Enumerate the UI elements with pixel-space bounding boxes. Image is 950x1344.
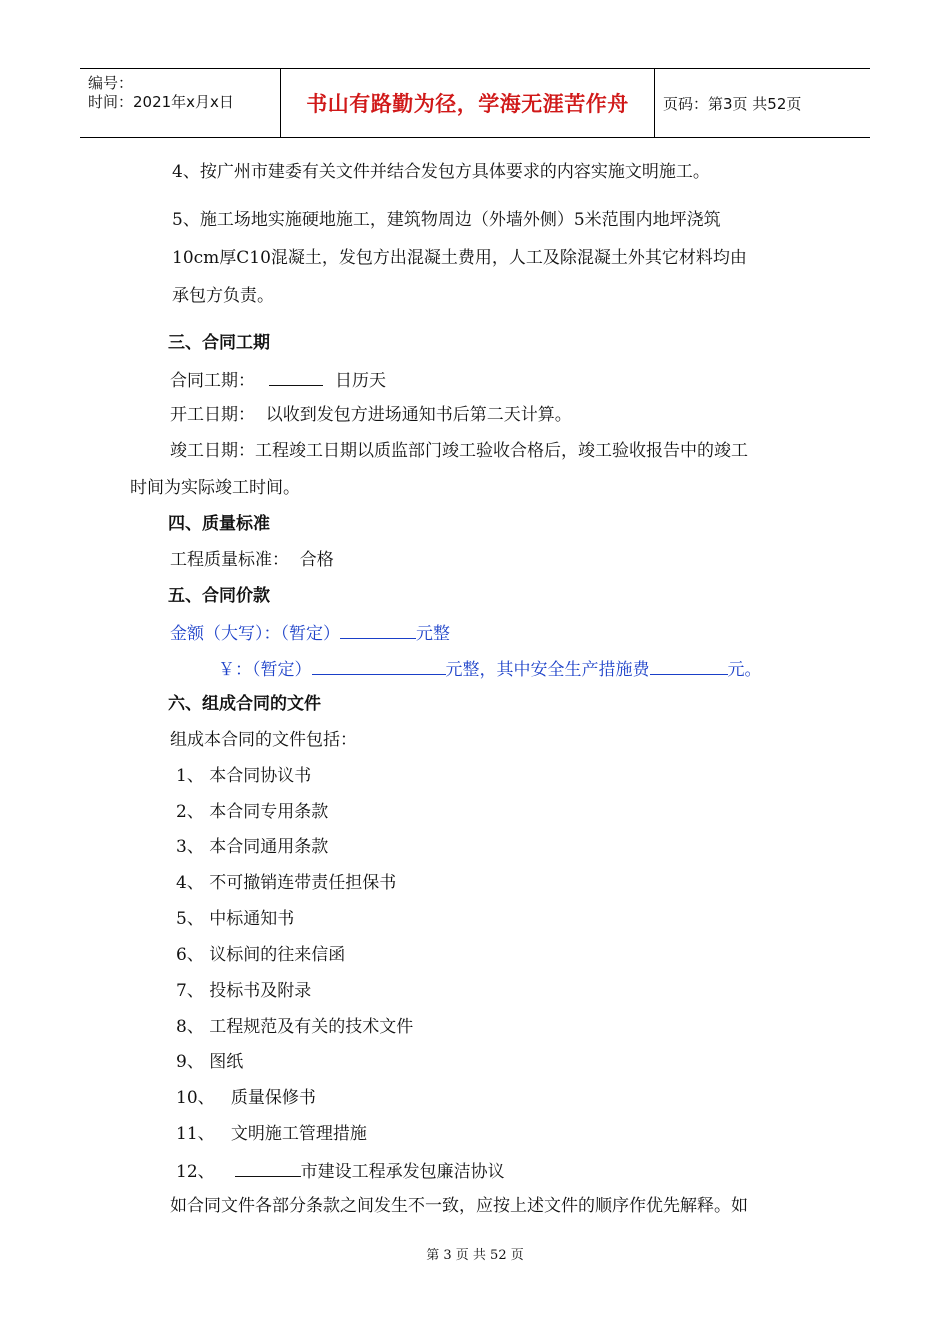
doc-item: 5、 中标通知书 (176, 909, 295, 929)
amount-capital-row (170, 621, 450, 645)
amount-number-unit: 元整，其中安全生产措施费 (445, 660, 650, 680)
doc-item-12 (176, 1159, 505, 1183)
amount-number-blank (312, 657, 446, 675)
doc-item: 2、 本合同专用条款 (176, 802, 329, 822)
page-header (80, 68, 870, 138)
doc-item: 4、 不可撤销连带责任担保书 (176, 873, 397, 893)
doc-12-text: 市建设工程承发包廉洁协议 (300, 1162, 505, 1182)
duration-blank (269, 368, 323, 386)
doc-item: 8、 工程规范及有关的技术文件 (176, 1017, 414, 1037)
section-3-title: 三、合同工期 (168, 333, 270, 353)
page-footer: 第 3 页 共 52 页 (426, 1248, 524, 1263)
duration-row (170, 368, 386, 392)
end-date-line-2: 时间为实际竣工时间。 (130, 478, 300, 498)
doc-12-number: 12、 (176, 1162, 215, 1182)
safety-fee-blank (650, 657, 728, 675)
section-4-title: 四、质量标准 (168, 514, 270, 534)
amount-capital-label: 金额（大写）：（暂定） (170, 624, 340, 644)
clause-5-line-3: 承包方负责。 (172, 286, 274, 306)
doc-item: 3、 本合同通用条款 (176, 837, 329, 857)
header-page-label: 页码：第3页 共52页 (663, 94, 802, 113)
amount-number-row (218, 657, 762, 681)
header-motto (280, 69, 655, 137)
doc-item: 1、 本合同协议书 (176, 766, 312, 786)
end-date-line-1: 竣工日期：工程竣工日期以质监部门竣工验收合格后，竣工验收报告中的竣工 (170, 441, 748, 461)
doc-item: 7、 投标书及附录 (176, 981, 312, 1001)
priority-note: 如合同文件各部分条款之间发生不一致，应按上述文件的顺序作优先解释。如 (170, 1196, 748, 1216)
duration-label: 合同工期： (170, 371, 255, 391)
safety-fee-unit: 元。 (727, 660, 762, 680)
doc-item: 11、 文明施工管理措施 (176, 1124, 367, 1144)
amount-capital-blank (340, 621, 416, 639)
clause-4: 4、按广州市建委有关文件并结合发包方具体要求的内容实施文明施工。 (172, 162, 710, 182)
code-label: 编号： (88, 74, 134, 92)
doc-12-blank (235, 1159, 301, 1177)
doc-item: 10、 质量保修书 (176, 1088, 316, 1108)
amount-number-label: ￥：（暂定） (218, 660, 312, 680)
doc-item: 9、 图纸 (176, 1052, 244, 1072)
amount-capital-unit: 元整 (416, 624, 450, 644)
section-5-title: 五、合同价款 (168, 586, 270, 606)
motto-text: 书山有路勤为径，学海无涯苦作舟 (306, 91, 629, 116)
section-6-title: 六、组成合同的文件 (168, 694, 321, 714)
clause-5-line-2: 10cm厚C10混凝土，发包方出混凝土费用，人工及除混凝土外其它材料均由 (172, 248, 747, 268)
docs-intro: 组成本合同的文件包括： (170, 730, 357, 750)
header-meta (80, 69, 280, 137)
quality-standard: 工程质量标准： 合格 (170, 550, 334, 570)
clause-5-line-1: 5、施工场地实施硬地施工，建筑物周边（外墙外侧）5米范围内地坪浇筑 (172, 210, 721, 230)
start-date: 开工日期： 以收到发包方进场通知书后第二天计算。 (170, 405, 572, 425)
doc-item: 6、 议标间的往来信函 (176, 945, 346, 965)
duration-unit: 日历天 (335, 371, 386, 391)
date-label: 时间：2021年x月x日 (88, 93, 234, 111)
